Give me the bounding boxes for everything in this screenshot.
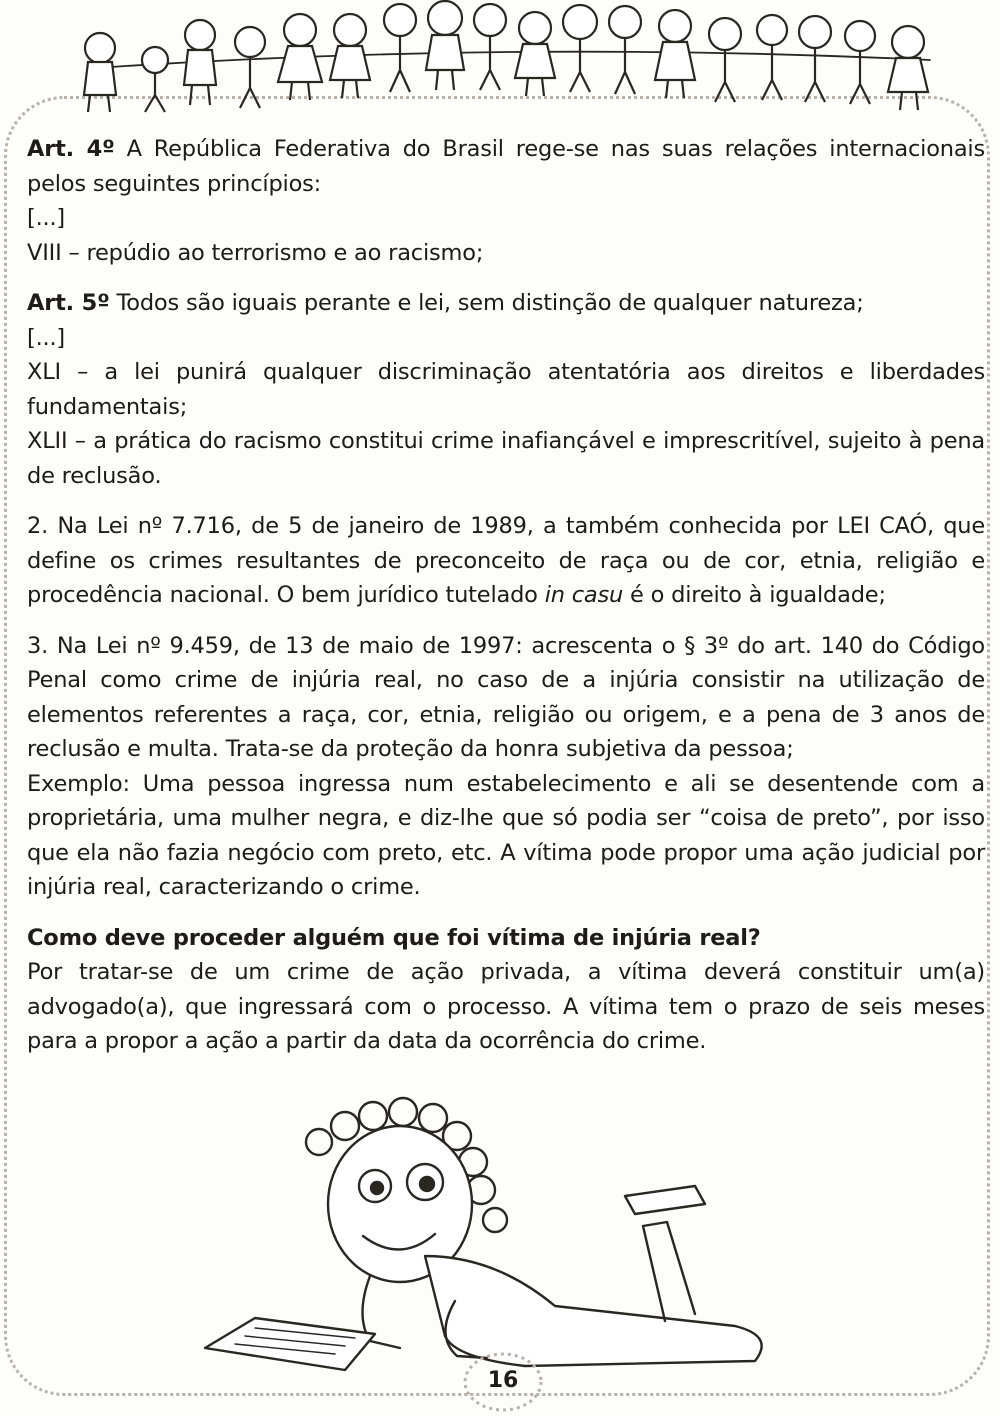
- girl-reading-icon: [195, 1086, 815, 1376]
- question-section: [27, 921, 985, 1059]
- question-title: Como deve proceder alguém que foi vítima de injúria real?: [27, 924, 761, 951]
- art4-text: A República Federativa do Brasil rege-se nas suas relações internacionais pelos seguintes princípios:: [27, 136, 985, 197]
- item2-paragraph: [27, 509, 985, 613]
- item2-italic: in casu: [544, 582, 624, 608]
- item2-text-after: é o direito à igualdade;: [623, 582, 886, 608]
- item3-paragraph: 3. Na Lei nº 9.459, de 13 de maio de 1997: acrescenta o § 3º do art. 140 do Código Penal como crime de injúria real, no caso de a injúria consistir na utilização de elementos referentes a raça, cor, etnia, religião ou origem, e a pena de 3 anos de reclusão e multa. Trata-se da proteção da honra subjetiva da pessoa;: [27, 632, 985, 762]
- item3-example: Exemplo: Uma pessoa ingressa num estabelecimento e ali se desentende com a proprietária, uma mulher negra, e diz-lhe que só podia ser “coisa de preto”, por isso que ela não fazia negócio com preto, etc. A vítima pode propor uma ação judicial por injúria real, caracterizando o crime.: [27, 770, 985, 900]
- art5-item-xlii: XLII – a prática do racismo constitui crime inafiançável e imprescritível, sujeito à pena de reclusão.: [27, 428, 985, 489]
- page-number: 16: [487, 1368, 519, 1393]
- document-body: [27, 132, 985, 1075]
- item3-section: [27, 629, 985, 905]
- art5-item-xli: XLI – a lei punirá qualquer discriminação atentatória aos direitos e liberdades fundamentais;: [27, 359, 985, 420]
- art5-paragraph: [27, 286, 985, 321]
- question-answer: Por tratar-se de um crime de ação privada, a vítima deverá constituir um(a) advogado(a), que ingressará com o processo. A vítima tem o prazo de seis meses para a propor a ação a partir da data da ocorrência do crime.: [27, 959, 985, 1054]
- art4-item-viii: VIII – repúdio ao terrorismo e ao racismo;: [27, 239, 484, 266]
- art5-ellipsis: [...]: [27, 324, 66, 351]
- item2-text-before: 2. Na Lei nº 7.716, de 5 de janeiro de 1989, a também conhecida por LEI CAÓ, que define os crimes resultantes de preconceito de raça ou de cor, etnia, religião e procedência nacional. O bem jurídico tutelado: [27, 513, 985, 608]
- art5-section: [27, 286, 985, 493]
- item2-section: [27, 509, 985, 613]
- children-holding-hands-icon: [60, 0, 960, 130]
- art5-text: Todos são iguais perante e lei, sem distinção de qualquer natureza;: [109, 290, 864, 316]
- art4-label: Art. 4º: [27, 136, 115, 162]
- art5-label: Art. 5º: [27, 290, 110, 316]
- art4-section: [27, 132, 985, 270]
- art4-paragraph: [27, 132, 985, 201]
- art4-ellipsis: [...]: [27, 205, 66, 231]
